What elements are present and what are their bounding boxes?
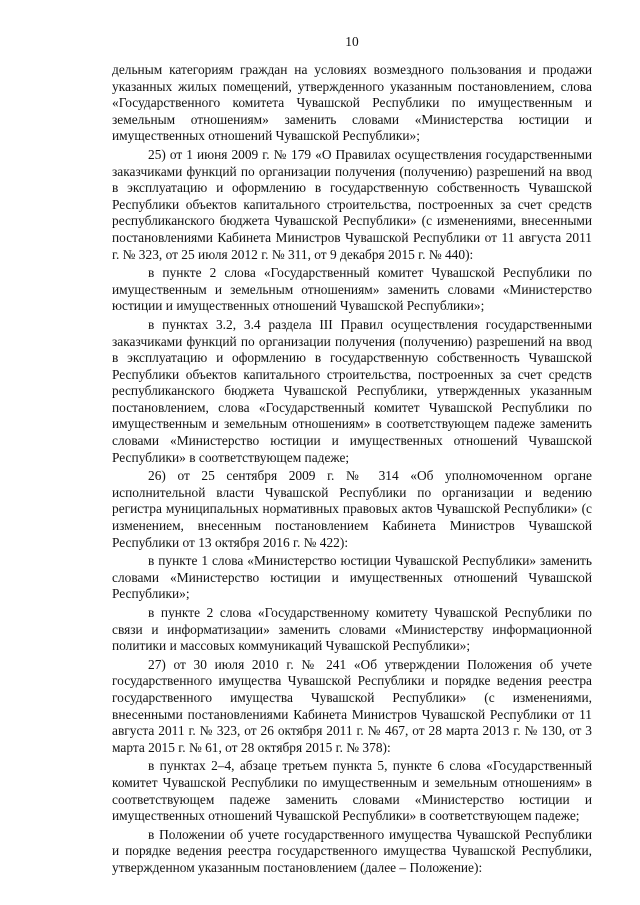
paragraph-item-25-points-3-2-3-4: в пунктах 3.2, 3.4 раздела III Правил осуществления государственными заказчиками функций по организации получения (получению) разрешений на ввод в эксплуатацию и оформлению в государственную собственность Чувашской Республики объектов капитального строительства, построенных за счет средств республиканского бюджета Чувашской Республики, утвержденных указанным постановлением, слова «Государственный комитет Чувашской Республики по имущественным и земельным отношениям» в соответствующем падеже заменить словами «Министерство юстиции и имущественных отношений Чувашской Республики» в соответствующем падеже; (112, 316, 592, 465)
paragraph-item-27-regulation: в Положении об учете государственного имущества Чувашской Республики и порядке ведения реестра государственного имущества Чувашской Республики, утвержденном указанным постановлением (далее – Положение): (112, 826, 592, 875)
paragraph-item-27: 27) от 30 июля 2010 г. № 241 «Об утверждении Положения об учете государственного имущества Чувашской Республики и порядке ведения реестра государственного имущества Чувашской Республики» (с изменениями, внесенными постановлениями Кабинета Министров Чувашской Республики от 11 августа 2011 г. № 323, от 26 октября 2011 г. № 467, от 28 марта 2013 г. № 130, от 3 марта 2015 г. № 61, от 28 октября 2015 г. № 378): (112, 656, 592, 755)
paragraph-item-27-points-2-4: в пунктах 2–4, абзаце третьем пункта 5, пункте 6 слова «Государственный комитет Чувашской Республики по имущественным и земельным отношениям» в соответствующем падеже заменить словами «Министерство юстиции и имущественных отношений Чувашской Республики» в соответствующем падеже; (112, 758, 592, 824)
paragraph-item-25-point-2: в пункте 2 слова «Государственный комитет Чувашской Республики по имущественным и земельным отношениям» заменить словами «Министерство юстиции и имущественных отношений Чувашской Республики»; (112, 265, 592, 314)
paragraph-continuation: дельным категориям граждан на условиях возмездного пользования и продажи указанных жилых помещений, утвержденного указанным постановлением, слова «Государственного комитета Чувашской Республики по имущественным и земельным отношениям» заменить словами «Министерства юстиции и имущественных отношений Чувашской Республики»; (112, 62, 592, 144)
paragraph-item-26-point-1: в пункте 1 слова «Министерство юстиции Чувашской Республики» заменить словами «Министерство юстиции и имущественных отношений Чувашской Республики»; (112, 553, 592, 602)
paragraph-item-25: 25) от 1 июня 2009 г. № 179 «О Правилах осуществления государственными заказчиками функций по организации получения (получению) разрешений на ввод в эксплуатацию и оформлению в государственную собственность Чувашской Республики объектов капитального строительства, построенных за счет средств республиканского бюджета Чувашской Республики» (с изменениями, внесенными постановлениями Кабинета Министров Чувашской Республики от 11 августа 2011 г. № 323, от 25 июля 2012 г. № 311, от 9 декабря 2015 г. № 440): (112, 146, 592, 262)
paragraph-item-26-point-2: в пункте 2 слова «Государственному комитету Чувашской Республики по связи и информатизации» заменить словами «Министерству информационной политики и массовых коммуникаций Чувашской Республики»; (112, 605, 592, 654)
page-number: 10 (345, 34, 359, 49)
paragraph-item-26: 26) от 25 сентября 2009 г. № 314 «Об уполномоченном органе исполнительной власти Чувашской Республики по организации и ведению регистра муниципальных нормативных правовых актов Чувашской Республики» (с изменением, внесенным постановлением Кабинета Министров Чувашской Республики от 13 октября 2016 г. № 422): (112, 468, 592, 550)
